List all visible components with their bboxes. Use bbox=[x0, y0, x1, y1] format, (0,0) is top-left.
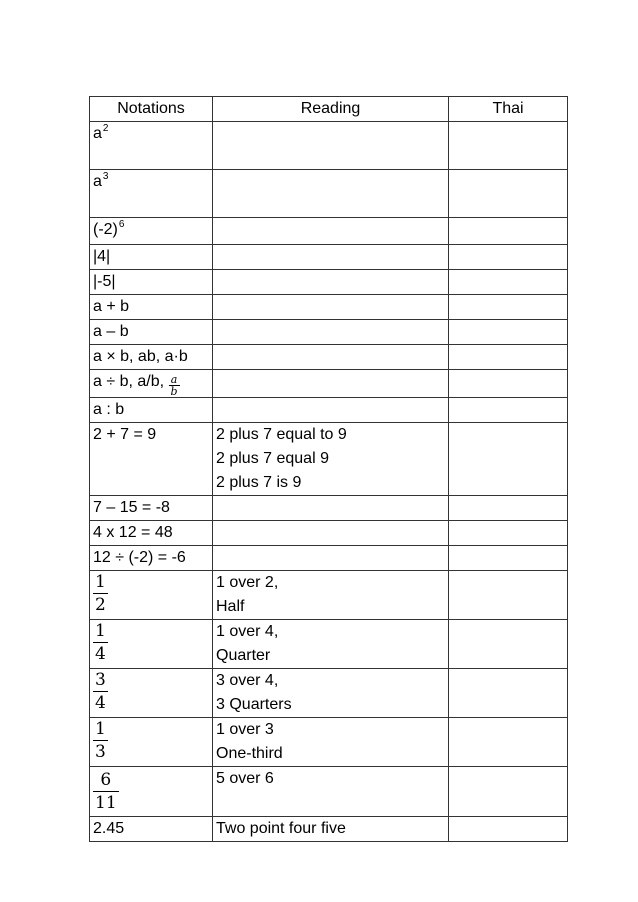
header-thai: Thai bbox=[449, 97, 568, 122]
reading-line: 2 plus 7 equal 9 bbox=[216, 450, 329, 467]
notation-cell bbox=[90, 718, 213, 767]
reading-cell bbox=[213, 218, 449, 245]
notation-cell bbox=[90, 669, 213, 718]
table-row bbox=[90, 571, 568, 620]
notation-cell bbox=[90, 170, 213, 218]
thai-cell bbox=[449, 546, 568, 571]
table-row bbox=[90, 423, 568, 496]
reading-cell bbox=[213, 718, 449, 767]
fraction-denominator: 4 bbox=[95, 644, 106, 664]
reading-line: One-third bbox=[216, 745, 283, 762]
table-row bbox=[90, 718, 568, 767]
reading-cell bbox=[213, 245, 449, 270]
table-row bbox=[90, 345, 568, 370]
fraction-numerator: 1 bbox=[95, 621, 106, 641]
reading-line: 2 plus 7 is 9 bbox=[216, 474, 302, 491]
fraction-numerator: 6 bbox=[93, 769, 119, 792]
reading-cell bbox=[213, 270, 449, 295]
fraction-numerator: 1 bbox=[95, 719, 106, 739]
reading-line: Two point four five bbox=[216, 820, 346, 837]
thai-cell bbox=[449, 295, 568, 320]
reading-cell bbox=[213, 496, 449, 521]
power-base: a bbox=[93, 173, 102, 190]
notation-cell: a × b, ab, a·b bbox=[90, 345, 213, 370]
notation-cell: |-5| bbox=[90, 270, 213, 295]
table-row bbox=[90, 669, 568, 718]
notation-cell: 2.45 bbox=[90, 817, 213, 842]
table-row bbox=[90, 245, 568, 270]
reading-cell bbox=[213, 817, 449, 842]
fraction-denominator: 4 bbox=[95, 693, 106, 713]
reading-cell bbox=[213, 122, 449, 170]
reading-line: 2 plus 7 equal to 9 bbox=[216, 426, 347, 443]
power-exponent: 3 bbox=[102, 171, 109, 182]
reading-line: Quarter bbox=[216, 647, 271, 664]
reading-cell bbox=[213, 669, 449, 718]
thai-cell bbox=[449, 170, 568, 218]
table-row bbox=[90, 546, 568, 571]
table-row bbox=[90, 270, 568, 295]
table-row bbox=[90, 122, 568, 170]
fraction bbox=[93, 769, 119, 814]
table-row bbox=[90, 295, 568, 320]
header-row bbox=[90, 97, 568, 122]
reading-line: Half bbox=[216, 598, 245, 615]
thai-cell bbox=[449, 245, 568, 270]
notation-cell: 4 x 12 = 48 bbox=[90, 521, 213, 546]
power-exponent: 6 bbox=[118, 219, 125, 230]
table-row bbox=[90, 370, 568, 398]
fraction-numerator: a bbox=[169, 374, 180, 386]
fraction-denominator: 2 bbox=[95, 595, 106, 615]
power-base: (-2) bbox=[93, 221, 118, 238]
table-row bbox=[90, 398, 568, 423]
thai-cell bbox=[449, 669, 568, 718]
table-row bbox=[90, 218, 568, 245]
power-base: a bbox=[93, 125, 102, 142]
table-row bbox=[90, 170, 568, 218]
table-row bbox=[90, 496, 568, 521]
table-row bbox=[90, 521, 568, 546]
thai-cell bbox=[449, 345, 568, 370]
table-row bbox=[90, 767, 568, 817]
reading-line: 3 Quarters bbox=[216, 696, 292, 713]
thai-cell bbox=[449, 817, 568, 842]
table-row bbox=[90, 817, 568, 842]
reading-line: 1 over 4, bbox=[216, 623, 279, 640]
fraction bbox=[93, 718, 108, 763]
fraction bbox=[93, 571, 108, 616]
thai-cell bbox=[449, 767, 568, 817]
notation-cell bbox=[90, 571, 213, 620]
notation-cell bbox=[90, 370, 213, 398]
table-row bbox=[90, 620, 568, 669]
notation-table bbox=[89, 96, 568, 842]
thai-cell bbox=[449, 320, 568, 345]
notation-cell bbox=[90, 218, 213, 245]
reading-cell bbox=[213, 170, 449, 218]
notation-cell: |4| bbox=[90, 245, 213, 270]
table-row bbox=[90, 320, 568, 345]
notation-cell: a – b bbox=[90, 320, 213, 345]
division-notation: a ÷ b, a/b, bbox=[93, 373, 169, 390]
reading-cell bbox=[213, 546, 449, 571]
reading-line: 3 over 4, bbox=[216, 672, 279, 689]
notation-cell: 12 ÷ (-2) = -6 bbox=[90, 546, 213, 571]
thai-cell bbox=[449, 218, 568, 245]
reading-cell bbox=[213, 398, 449, 423]
notation-cell: 7 – 15 = -8 bbox=[90, 496, 213, 521]
thai-cell bbox=[449, 571, 568, 620]
fraction bbox=[169, 374, 180, 397]
reading-cell bbox=[213, 370, 449, 398]
notation-cell: a + b bbox=[90, 295, 213, 320]
header-reading: Reading bbox=[213, 97, 449, 122]
thai-cell bbox=[449, 122, 568, 170]
reading-line: 5 over 6 bbox=[216, 770, 274, 787]
thai-cell bbox=[449, 398, 568, 423]
header-notations: Notations bbox=[90, 97, 213, 122]
reading-cell bbox=[213, 423, 449, 496]
notation-cell: a : b bbox=[90, 398, 213, 423]
fraction-numerator: 3 bbox=[95, 670, 106, 690]
reading-cell bbox=[213, 620, 449, 669]
reading-cell bbox=[213, 571, 449, 620]
thai-cell bbox=[449, 270, 568, 295]
thai-cell bbox=[449, 423, 568, 496]
fraction bbox=[93, 669, 108, 714]
reading-cell bbox=[213, 345, 449, 370]
notation-cell bbox=[90, 122, 213, 170]
thai-cell bbox=[449, 496, 568, 521]
thai-cell bbox=[449, 370, 568, 398]
notation-cell: 2 + 7 = 9 bbox=[90, 423, 213, 496]
reading-cell bbox=[213, 295, 449, 320]
notation-cell bbox=[90, 620, 213, 669]
reading-line: 1 over 3 bbox=[216, 721, 274, 738]
fraction bbox=[93, 620, 108, 665]
fraction-denominator: b bbox=[170, 385, 178, 398]
reading-cell bbox=[213, 521, 449, 546]
thai-cell bbox=[449, 620, 568, 669]
thai-cell bbox=[449, 718, 568, 767]
reading-line: 1 over 2, bbox=[216, 574, 279, 591]
fraction-denominator: 3 bbox=[95, 742, 106, 762]
power-exponent: 2 bbox=[102, 123, 109, 134]
fraction-numerator: 1 bbox=[95, 572, 106, 592]
notation-cell bbox=[90, 767, 213, 817]
thai-cell bbox=[449, 521, 568, 546]
reading-cell bbox=[213, 767, 449, 817]
reading-cell bbox=[213, 320, 449, 345]
fraction-denominator: 11 bbox=[95, 793, 117, 813]
